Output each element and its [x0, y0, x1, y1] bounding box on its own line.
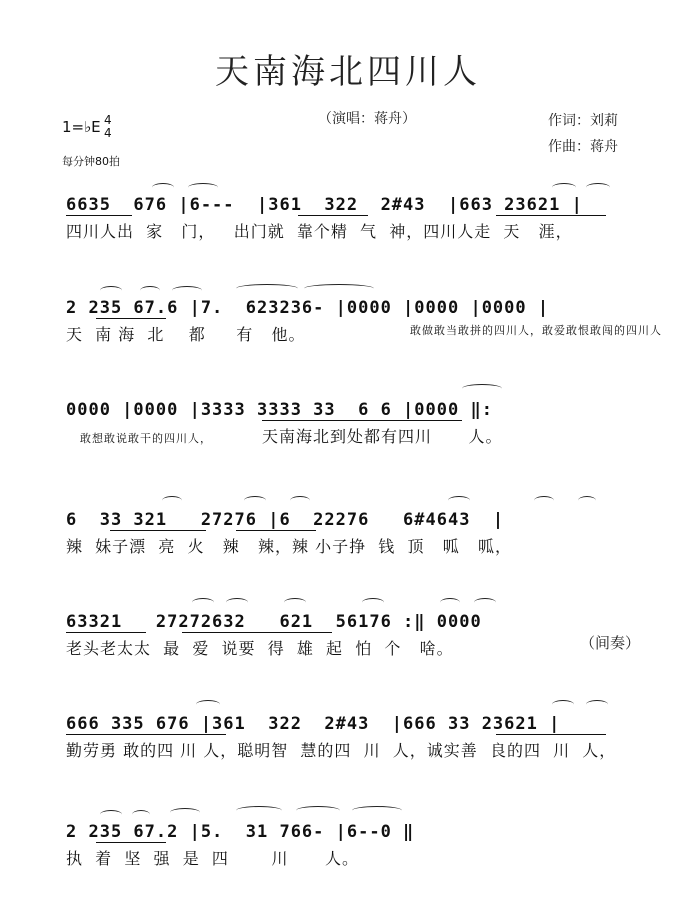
notation-line: 2 235 67.6 |7. 623236- |0000 |0000 |0000 | — [66, 298, 550, 318]
beam — [236, 530, 316, 531]
notation-line: 666 335 676 |361 322 2#43 |666 33 23621 | — [66, 714, 561, 734]
beam — [182, 632, 332, 633]
notation-line: 6 33 321 27276 |6 22276 6#4643 | — [66, 510, 505, 530]
beam — [496, 215, 606, 216]
lyricist-credit: 作词：刘莉 — [548, 113, 618, 129]
spoken-lyric-line: 敢想敢说敢干的四川人， — [80, 432, 212, 445]
beam — [96, 318, 166, 319]
performer-credit: （演唱：蒋舟） — [318, 111, 416, 127]
time-signature-bottom: 4 — [104, 126, 112, 140]
slur — [440, 598, 460, 607]
notation-line: 6635 676 |6--- |361 322 2#43 |663 23621 | — [66, 195, 583, 215]
slur — [170, 808, 200, 817]
spoken-lyric-line: 敢做敢当敢拼的四川人，敢爱敢恨敢闯的四川人 — [410, 324, 662, 337]
slur — [162, 496, 182, 505]
song-title: 天南海北四川人 — [215, 52, 481, 92]
slur — [132, 810, 150, 819]
slur — [578, 496, 596, 505]
slur — [304, 284, 374, 293]
slur — [362, 598, 384, 607]
notation-line: 63321 27272632 621 56176 :‖ 0000 — [66, 612, 482, 632]
time-signature — [104, 114, 112, 140]
beam — [496, 734, 606, 735]
slur — [352, 806, 402, 815]
beam — [110, 530, 206, 531]
slur — [236, 806, 282, 815]
slur — [192, 598, 214, 607]
slur — [236, 284, 298, 293]
slur — [140, 286, 160, 295]
slur — [474, 598, 496, 607]
interlude-marking: （间奏） — [580, 634, 641, 652]
lyric-line: 辣 妹子漂 亮 火 辣 辣，辣 小子挣 钱 顶 呱 呱， — [66, 537, 512, 556]
slur — [462, 384, 502, 393]
slur — [152, 183, 174, 192]
slur — [296, 806, 340, 815]
lyric-line: 天 南 海 北 都 有 他。 — [66, 325, 306, 344]
tempo-marking: 每分钟80拍 — [62, 155, 120, 168]
slur — [534, 496, 554, 505]
time-signature-top: 4 — [104, 113, 112, 127]
slur — [172, 286, 202, 295]
lyric-line: 执 着 坚 强 是 四 川 人。 — [66, 849, 359, 868]
notation-line: 2 235 67.2 |5. 31 766- |6--0 ‖ — [66, 822, 415, 842]
beam — [298, 215, 368, 216]
notation-line: 0000 |0000 |3333 3333 33 6 6 |0000 ‖: — [66, 400, 493, 420]
slur — [290, 496, 310, 505]
lyric-line: 四川人出 家 门， 出门就 靠个精 气 神，四川人走 天 涯， — [66, 222, 573, 241]
beam — [66, 215, 132, 216]
slur — [448, 496, 470, 505]
beam — [96, 842, 166, 843]
beam — [66, 734, 226, 735]
lyric-line: 勤劳勇 敢的四 川 人，聪明智 慧的四 川 人，诚实善 良的四 川 人， — [66, 741, 617, 760]
lyric-line: 天南海北到处都有四川 人。 — [262, 427, 503, 446]
composer-credit: 作曲：蒋舟 — [548, 139, 618, 155]
slur — [196, 700, 220, 709]
slur — [226, 598, 248, 607]
key-signature: 1=♭E — [62, 118, 101, 136]
slur — [188, 183, 218, 192]
slur — [100, 286, 122, 295]
slur — [284, 598, 306, 607]
slur — [244, 496, 266, 505]
beam — [66, 632, 146, 633]
slur — [552, 183, 576, 192]
slur — [552, 700, 574, 709]
beam — [262, 420, 462, 421]
slur — [586, 183, 610, 192]
lyric-line: 老头老太太 最 爱 说要 得 雄 起 怕 个 啥。 — [66, 639, 454, 658]
slur — [586, 700, 608, 709]
slur — [100, 810, 122, 819]
